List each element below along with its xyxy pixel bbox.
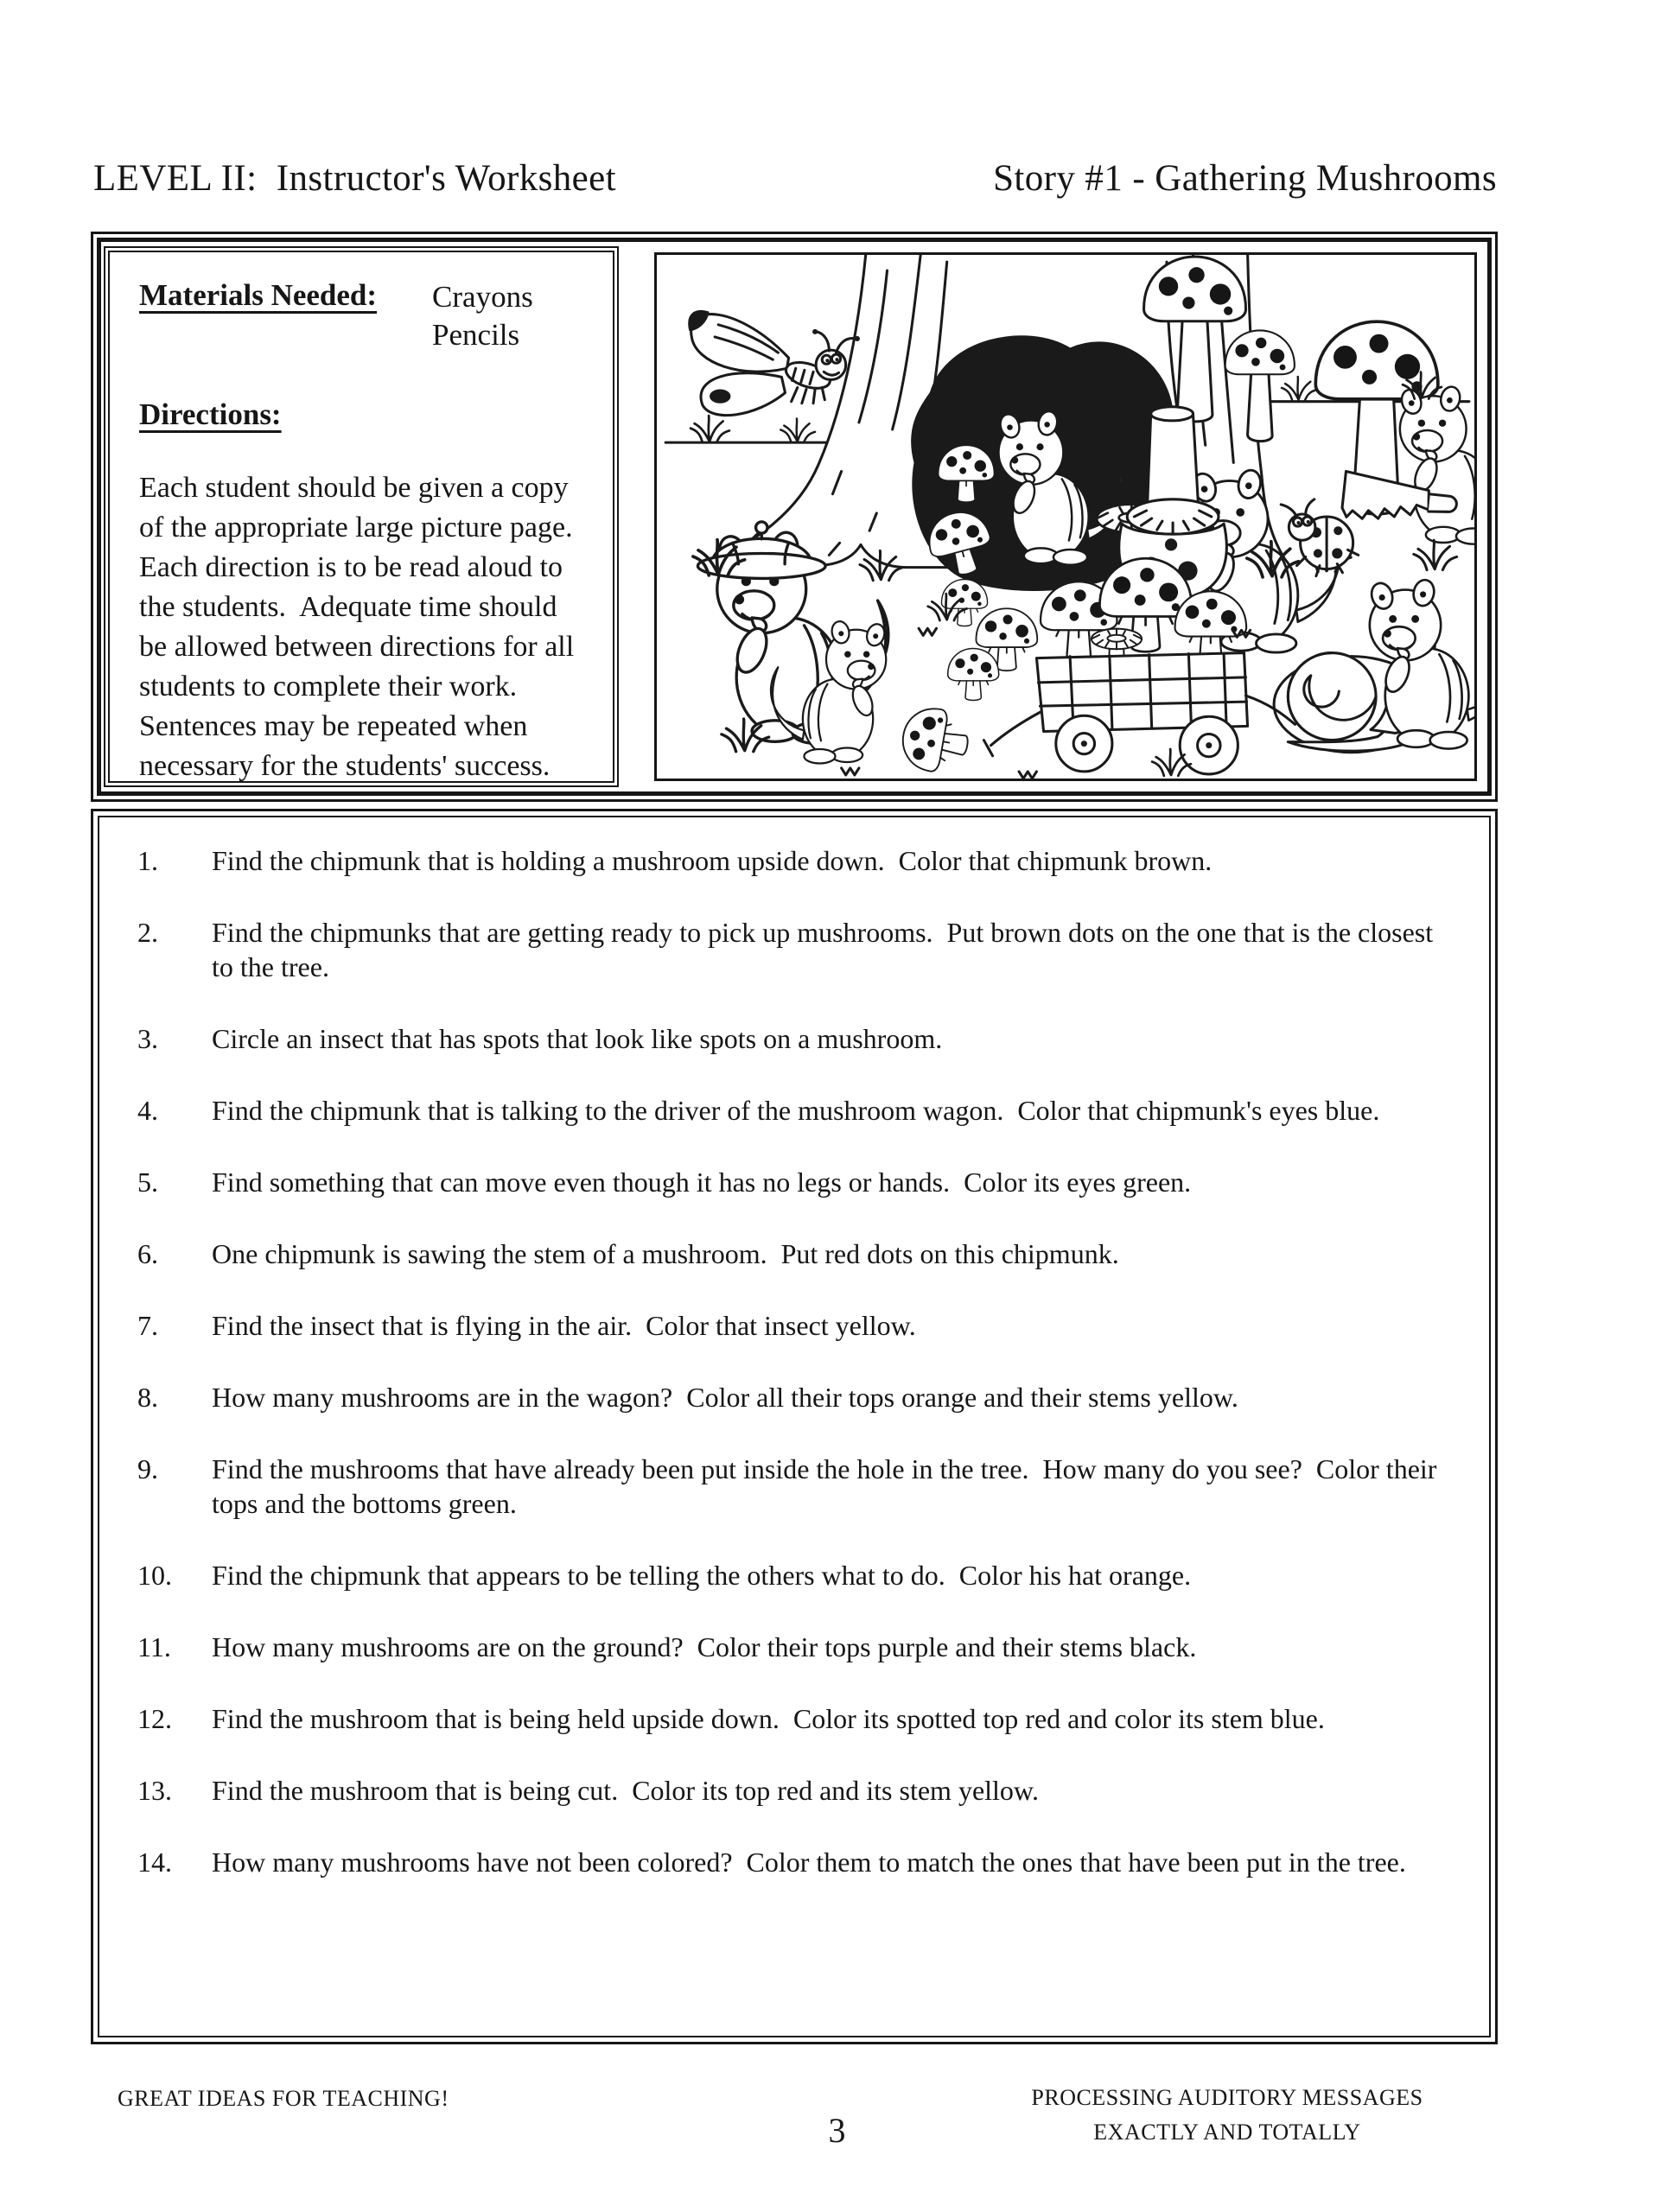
item-number: 12.: [137, 1703, 172, 1734]
materials-needed-label: Materials Needed:: [139, 278, 378, 312]
info-panel: [108, 251, 614, 783]
materials-item: Crayons: [432, 280, 533, 314]
footer-right-line1: PROCESSING AUDITORY MESSAGES: [1031, 2085, 1423, 2110]
page-number: 3: [828, 2111, 846, 2150]
item-number: 1.: [137, 845, 158, 876]
worksheet-item: [137, 843, 1456, 878]
footer-right-line2: EXACTLY AND TOTALLY: [1093, 2120, 1361, 2145]
item-text: Find the mushrooms that have already been put inside the hole in the tree. How many do you see? Color their tops and the bottoms green.: [212, 1453, 1444, 1519]
item-number: 5.: [137, 1166, 158, 1198]
item-number: 4.: [137, 1095, 158, 1126]
worksheet-item: [137, 1452, 1456, 1521]
item-number: 9.: [137, 1453, 158, 1484]
item-text: Find the chipmunks that are getting ready to pick up mushrooms. Put brown dots on the one that is the closest to the tree.: [212, 917, 1441, 982]
item-text: One chipmunk is sawing the stem of a mushroom. Put red dots on this chipmunk.: [212, 1238, 1119, 1269]
butterfly-icon: [690, 311, 860, 415]
item-text: Circle an insect that has spots that look like spots on a mushroom.: [212, 1023, 943, 1054]
item-text: Find the mushroom that is being held upside down. Color its spotted top red and color its stem blue.: [212, 1703, 1325, 1734]
item-number: 10.: [137, 1560, 172, 1591]
worksheet-item: [137, 1845, 1456, 1879]
item-text: How many mushrooms have not been colored? Color them to match the ones that have been put in the tree.: [212, 1847, 1406, 1878]
worksheet-item: [137, 1701, 1456, 1736]
info-and-picture-box: [91, 232, 1498, 802]
mushroom-wagon: [983, 653, 1295, 774]
worksheet-item: [137, 1236, 1456, 1271]
worksheet-item: [137, 915, 1456, 984]
page-header: [93, 157, 1497, 200]
worksheet-item: [137, 1630, 1456, 1664]
directions-label: Directions:: [139, 397, 282, 431]
materials-item: Pencils: [432, 318, 520, 352]
page-title-right: Story #1 - Gathering Mushrooms: [993, 158, 1497, 199]
worksheet-item: [137, 1773, 1456, 1808]
item-number: 6.: [137, 1238, 158, 1269]
item-number: 7.: [137, 1310, 158, 1341]
materials-list: [432, 278, 533, 354]
page-title-left: LEVEL II: Instructor's Worksheet: [93, 158, 616, 199]
worksheet-item: [137, 1558, 1456, 1592]
worksheet-item-list: [98, 816, 1491, 2037]
item-number: 13.: [137, 1775, 172, 1806]
worksheet-item: [137, 1093, 1456, 1128]
item-text: How many mushrooms are on the ground? Color their tops purple and their stems black.: [212, 1631, 1197, 1662]
item-number: 14.: [137, 1847, 172, 1878]
item-number: 2.: [137, 917, 158, 948]
worksheet-item: [137, 1380, 1456, 1414]
footer-left-text: GREAT IDEAS FOR TEACHING!: [118, 2086, 449, 2111]
item-number: 3.: [137, 1023, 158, 1054]
item-text: Find something that can move even though it has no legs or hands. Color its eyes green.: [212, 1166, 1192, 1198]
item-text: Find the chipmunk that is talking to the driver of the mushroom wagon. Color that chipmunk's eyes blue.: [212, 1095, 1380, 1126]
worksheet-item: [137, 1165, 1456, 1199]
item-text: How many mushrooms are in the wagon? Color all their tops orange and their stems yellow.: [212, 1382, 1238, 1413]
directions-text: Each student should be given a copy of the appropriate large picture page. Each direction is to be read aloud to the students. Adequate time should be allowed between directions for all students to complete their work. Sentences may be repeated when necessary for the students' success.: [139, 472, 588, 782]
worksheet-item: [137, 1021, 1456, 1056]
item-number: 8.: [137, 1382, 158, 1413]
story-picture-frame: [654, 252, 1477, 781]
item-text: Find the mushroom that is being cut. Color its top red and its stem yellow.: [212, 1775, 1039, 1806]
story-illustration: [657, 255, 1474, 779]
item-text: Find the chipmunk that is holding a mushroom upside down. Color that chipmunk brown.: [212, 845, 1213, 876]
item-number: 11.: [137, 1631, 171, 1662]
item-text: Find the chipmunk that appears to be telling the others what to do. Color his hat orange.: [212, 1560, 1192, 1591]
item-text: Find the insect that is flying in the air. Color that insect yellow.: [212, 1310, 916, 1341]
worksheet-item: [137, 1308, 1456, 1343]
directions-list-box: [91, 809, 1498, 2044]
